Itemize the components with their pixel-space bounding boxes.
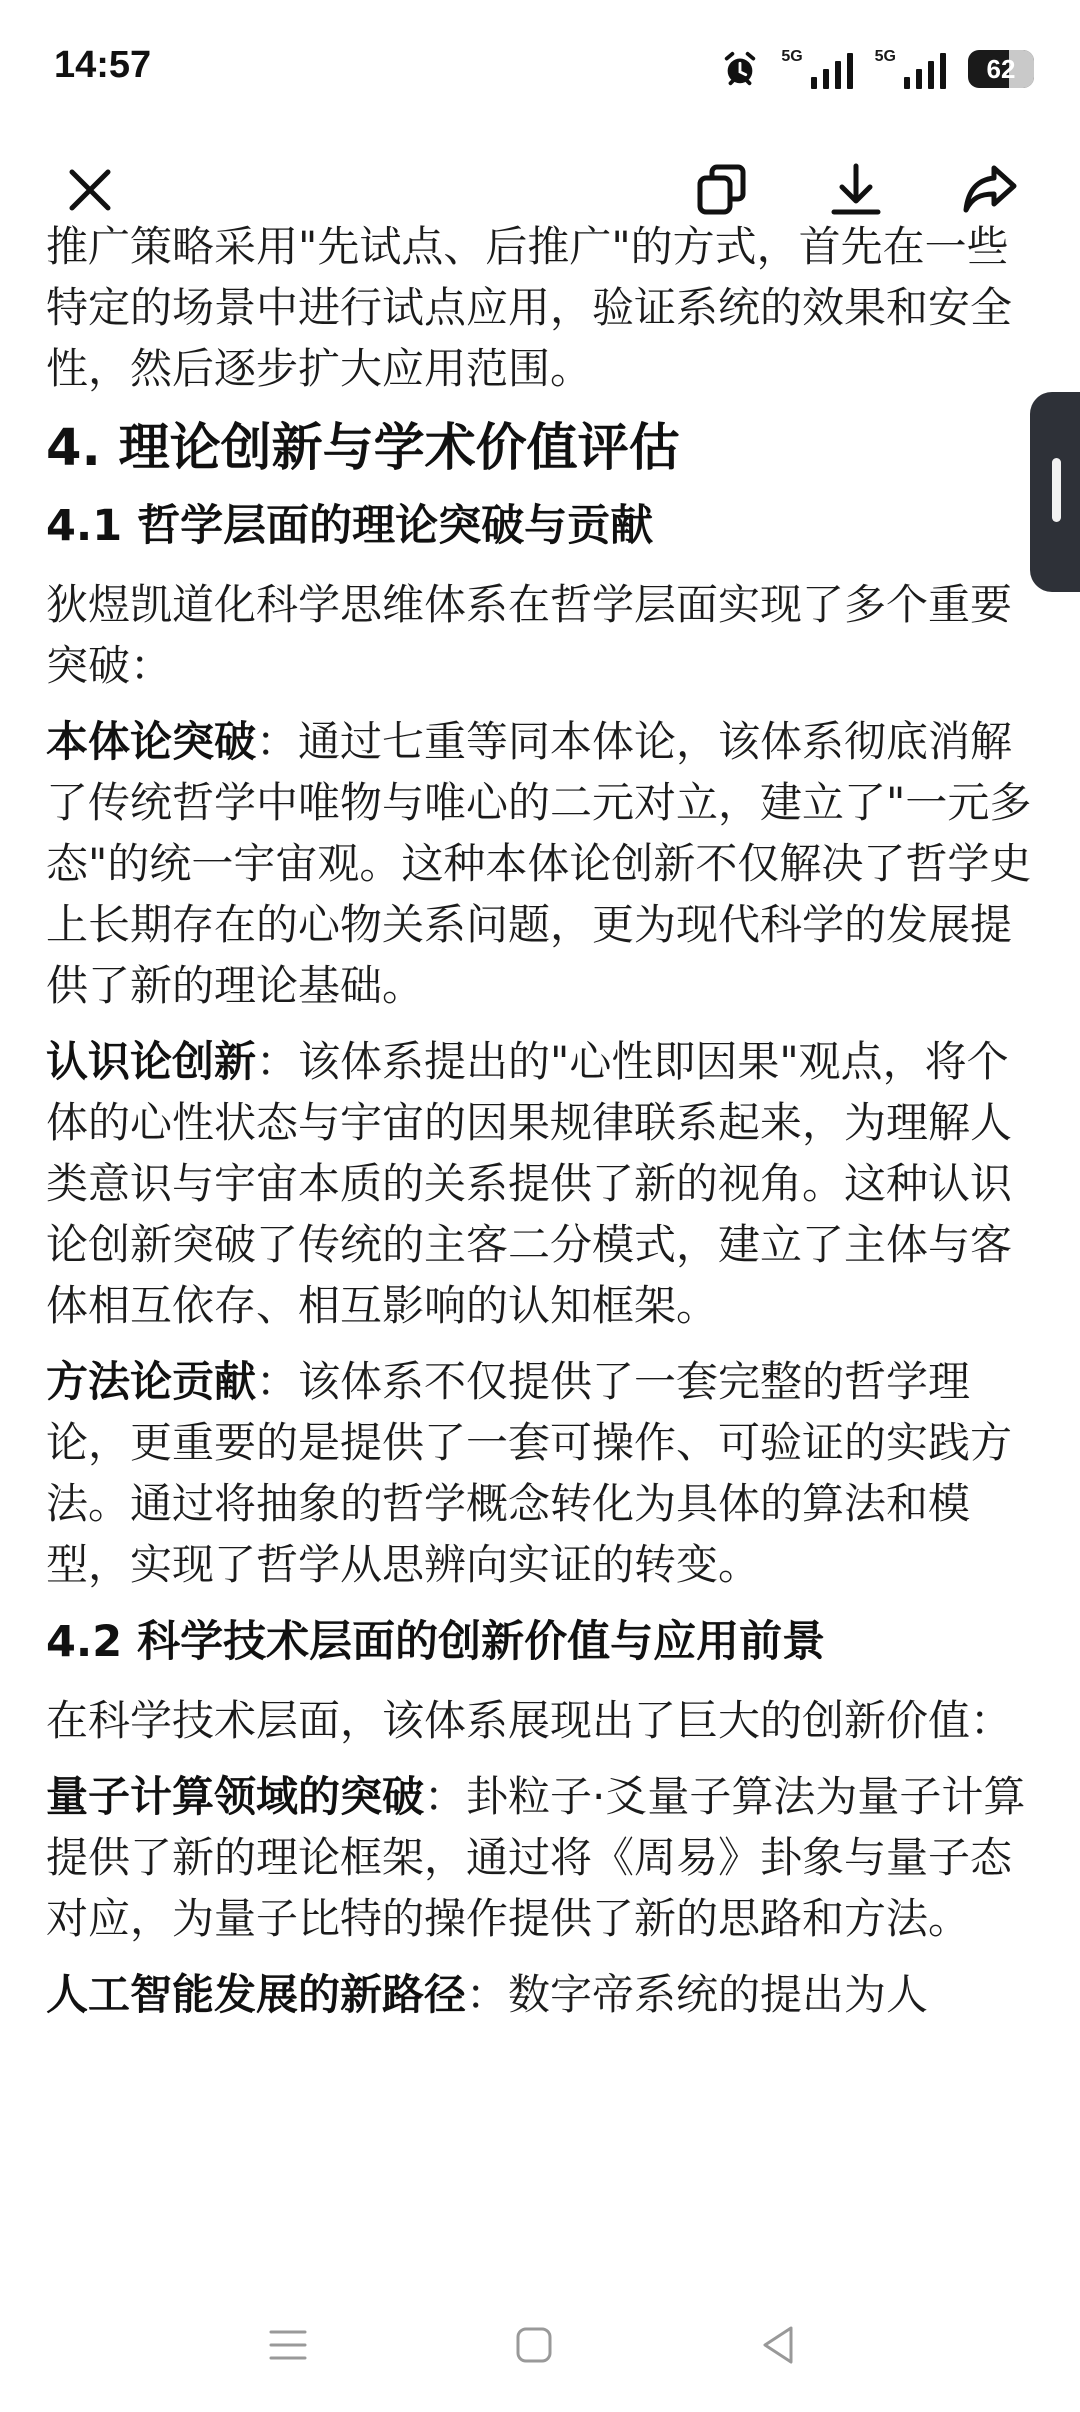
quantum-text: ：卦粒子·爻量子算法为量子计算提供了新的理论框架，通过将《周易》卦象与量子态对应，为量子比特的操作提供了新的思路和方法。 bbox=[46, 1772, 1026, 1943]
home-button[interactable] bbox=[484, 2300, 584, 2390]
ontology-label: 本体论突破 bbox=[46, 717, 257, 766]
methodology-paragraph bbox=[46, 1351, 1036, 1595]
epistemology-text: ：该体系提出的"心性即因果"观点，将个体的心性状态与宇宙的因果规律联系起来，为理解人类意识与宇宙本质的关系提供了新的视角。这种认识论创新突破了传统的主客二分模式，建立了主体与客体相互依存、相互影响的认知框架。 bbox=[46, 1037, 1013, 1330]
battery-level: 62 bbox=[986, 53, 1016, 84]
section-4-2-intro: 在科学技术层面，该体系展现出了巨大的创新价值： bbox=[46, 1696, 1013, 1745]
copy-button[interactable] bbox=[672, 140, 772, 240]
download-icon bbox=[824, 158, 888, 222]
ai-paragraph bbox=[46, 1964, 1036, 2025]
alarm-icon bbox=[721, 49, 759, 89]
ontology-paragraph bbox=[46, 711, 1036, 1016]
scroll-grip bbox=[1052, 458, 1061, 522]
signal-icon bbox=[875, 49, 946, 89]
network-type-label: 5G bbox=[874, 48, 896, 65]
share-button[interactable] bbox=[940, 140, 1040, 240]
back-button[interactable] bbox=[728, 2300, 828, 2390]
close-button[interactable] bbox=[40, 140, 140, 240]
document-content bbox=[46, 222, 1036, 2040]
menu-icon bbox=[265, 2322, 311, 2368]
epistemology-label: 认识论创新 bbox=[46, 1037, 257, 1086]
intro-paragraph: 推广策略采用"先试点、后推广"的方式，首先在一些特定的场景中进行试点应用，验证系统的效果和安全性，然后逐步扩大应用范围。 bbox=[46, 222, 1013, 393]
share-icon bbox=[958, 158, 1022, 222]
status-bar bbox=[0, 0, 1080, 140]
status-time: 14:57 bbox=[54, 44, 152, 86]
ai-label: 人工智能发展的新路径 bbox=[46, 1970, 467, 2019]
download-button[interactable] bbox=[806, 140, 906, 240]
section-4-1-heading: 4.1 哲学层面的理论突破与贡献 bbox=[46, 501, 654, 551]
quantum-paragraph bbox=[46, 1766, 1036, 1949]
ontology-text: ：通过七重等同本体论，该体系彻底消解了传统哲学中唯物与唯心的二元对立，建立了"一元多态"的统一宇宙观。这种本体论创新不仅解决了哲学史上长期存在的心物关系问题，更为现代科学的发展提供了新的理论基础。 bbox=[46, 717, 1032, 1010]
toolbar bbox=[0, 140, 1080, 240]
back-icon bbox=[755, 2322, 801, 2368]
copy-icon bbox=[690, 158, 754, 222]
signal-icon bbox=[781, 49, 852, 89]
section-4-2-heading: 4.2 科学技术层面的创新价值与应用前景 bbox=[46, 1617, 826, 1667]
close-icon bbox=[58, 158, 122, 222]
section-4-heading: 4. 理论创新与学术价值评估 bbox=[46, 419, 680, 478]
epistemology-paragraph bbox=[46, 1031, 1036, 1336]
battery-icon bbox=[968, 50, 1034, 88]
recent-apps-button[interactable] bbox=[238, 2300, 338, 2390]
navigation-bar bbox=[0, 2282, 1080, 2412]
quantum-label: 量子计算领域的突破 bbox=[46, 1772, 425, 1821]
network-type-label: 5G bbox=[781, 48, 803, 65]
section-4-1-intro: 狄煜凯道化科学思维体系在哲学层面实现了多个重要突破： bbox=[46, 580, 1013, 690]
ai-text: ：数字帝系统的提出为人 bbox=[466, 1970, 929, 2019]
home-icon bbox=[511, 2322, 557, 2368]
status-icons bbox=[721, 44, 1034, 94]
scroll-handle[interactable] bbox=[1030, 392, 1080, 592]
methodology-text: ：该体系不仅提供了一套完整的哲学理论，更重要的是提供了一套可操作、可验证的实践方法。通过将抽象的哲学概念转化为具体的算法和模型，实现了哲学从思辨向实证的转变。 bbox=[46, 1357, 1013, 1589]
methodology-label: 方法论贡献 bbox=[46, 1357, 257, 1406]
